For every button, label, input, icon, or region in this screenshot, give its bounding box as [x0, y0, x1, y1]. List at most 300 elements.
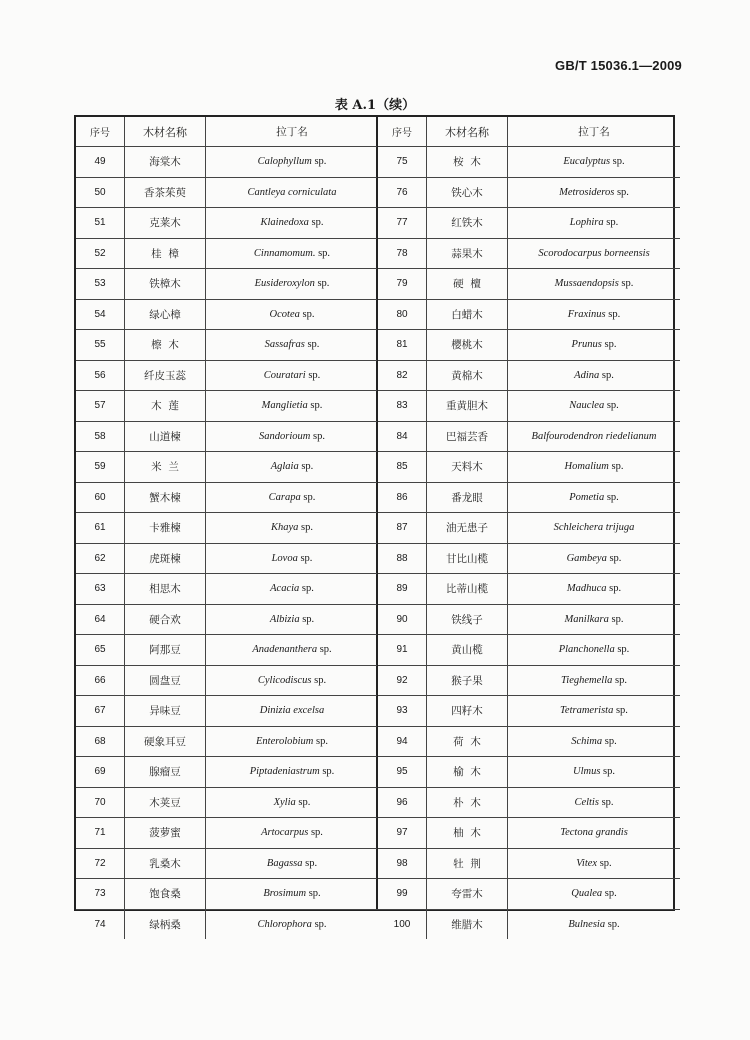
latin-name-cell: [206, 574, 379, 605]
wood-name: 榆 木: [427, 757, 508, 788]
wood-name: 海棠木: [125, 147, 206, 178]
table-right-half: [377, 117, 678, 931]
latin-name-cell: [206, 848, 379, 879]
latin-name: Vitex: [576, 857, 598, 869]
wood-name: 异味豆: [125, 696, 206, 727]
wood-name: 硬合欢: [125, 604, 206, 635]
species-abbrev: sp.: [611, 613, 624, 625]
table-row: [76, 208, 378, 239]
latin-name: Brosimum: [263, 888, 307, 900]
latin-name: Nauclea: [569, 400, 605, 412]
row-number: 94: [378, 726, 427, 757]
table-row: [378, 269, 680, 300]
table-row: [378, 330, 680, 361]
wood-name: 猴子果: [427, 665, 508, 696]
latin-name-cell: [206, 604, 379, 635]
latin-name-cell: [508, 757, 681, 788]
wood-name: 番龙眼: [427, 482, 508, 513]
species-abbrev: sp.: [607, 918, 620, 930]
table-row: [378, 208, 680, 239]
row-number: 52: [76, 238, 125, 269]
latin-name: Xylia: [273, 796, 296, 808]
row-number: 69: [76, 757, 125, 788]
latin-name: Scorodocarpus borneensis: [538, 247, 650, 259]
latin-name: Dinizia excelsa: [259, 705, 325, 717]
latin-name-cell: [508, 696, 681, 727]
row-number: 93: [378, 696, 427, 727]
wood-name: 甘比山榄: [427, 543, 508, 574]
latin-name-cell: [206, 757, 379, 788]
latin-name-cell: [508, 726, 681, 757]
latin-name-cell: [206, 513, 379, 544]
table-row: [378, 147, 680, 178]
table-row: [378, 818, 680, 849]
wood-name: 木 莲: [125, 391, 206, 422]
latin-name: Metrosideros: [559, 186, 615, 198]
species-abbrev: sp.: [310, 827, 323, 839]
species-abbrev: sp.: [617, 644, 630, 656]
row-number: 64: [76, 604, 125, 635]
wood-name: 相思木: [125, 574, 206, 605]
latin-name: Cinnamomum.: [253, 247, 316, 259]
wood-name: 夸雷木: [427, 879, 508, 910]
species-abbrev: sp.: [310, 400, 323, 412]
latin-name-cell: [508, 513, 681, 544]
table-row: [378, 909, 680, 939]
latin-name: Mussaendopsis: [554, 278, 619, 290]
latin-name-cell: [508, 330, 681, 361]
row-number: 86: [378, 482, 427, 513]
wood-name: 蒜果木: [427, 238, 508, 269]
latin-name-cell: [206, 147, 379, 178]
header-name: 木材名称: [427, 117, 508, 147]
table-row: [76, 574, 378, 605]
table-row: [76, 757, 378, 788]
table-row: [76, 543, 378, 574]
latin-name: Planchonella: [558, 644, 615, 656]
wood-name: 蟹木楝: [125, 482, 206, 513]
latin-name-cell: [206, 818, 379, 849]
table-row: [378, 757, 680, 788]
row-number: 71: [76, 818, 125, 849]
latin-name: Fraxinus: [567, 308, 606, 320]
latin-name: Gambeya: [566, 552, 607, 564]
latin-name: Adina: [574, 369, 600, 381]
table-row: [378, 726, 680, 757]
latin-name-cell: [508, 574, 681, 605]
latin-name: Madhuca: [566, 583, 607, 595]
table-row: [378, 360, 680, 391]
table-row: [378, 696, 680, 727]
latin-name: Eucalyptus: [563, 156, 611, 168]
latin-name: Klainedoxa: [260, 217, 309, 229]
latin-name: Tectona grandis: [560, 827, 628, 839]
species-abbrev: sp.: [300, 552, 313, 564]
species-abbrev: sp.: [317, 278, 330, 290]
species-abbrev: sp.: [606, 400, 619, 412]
latin-name: Eusideroxylon: [254, 278, 315, 290]
table-row: [378, 452, 680, 483]
table-row: [76, 299, 378, 330]
row-number: 63: [76, 574, 125, 605]
species-abbrev: sp.: [606, 491, 619, 503]
species-abbrev: sp.: [308, 369, 321, 381]
wood-name: 朴 木: [427, 787, 508, 818]
latin-name-cell: [206, 452, 379, 483]
latin-name-cell: [508, 665, 681, 696]
wood-name: 比蒂山榄: [427, 574, 508, 605]
wood-name: 重黄胆木: [427, 391, 508, 422]
table-row: [76, 848, 378, 879]
species-abbrev: sp.: [322, 766, 335, 778]
table-row: [76, 177, 378, 208]
latin-name: Anadenanthera: [252, 644, 318, 656]
latin-name-cell: [206, 360, 379, 391]
row-number: 53: [76, 269, 125, 300]
row-number: 87: [378, 513, 427, 544]
species-abbrev: sp.: [301, 522, 313, 534]
table-row: [378, 482, 680, 513]
species-abbrev: sp.: [604, 735, 617, 747]
wood-name: 天料木: [427, 452, 508, 483]
latin-name-cell: [508, 269, 681, 300]
latin-name-cell: [508, 879, 681, 910]
wood-name: 荷 木: [427, 726, 508, 757]
latin-name-cell: [206, 330, 379, 361]
wood-name: 绿心樟: [125, 299, 206, 330]
latin-name: Albizia: [269, 613, 300, 625]
row-number: 81: [378, 330, 427, 361]
latin-name: Sandorioum: [259, 430, 311, 442]
latin-name: Acacia: [270, 583, 300, 595]
row-number: 49: [76, 147, 125, 178]
latin-name-cell: [206, 482, 379, 513]
table-left: [76, 117, 378, 939]
latin-name-cell: [206, 787, 379, 818]
table-left-half: [76, 117, 377, 931]
wood-name: 阿那豆: [125, 635, 206, 666]
species-abbrev: sp.: [314, 156, 327, 168]
row-number: 89: [378, 574, 427, 605]
latin-name: Manglietia: [261, 400, 308, 412]
table-row: [378, 421, 680, 452]
row-number: 85: [378, 452, 427, 483]
species-abbrev: sp.: [301, 583, 314, 595]
row-number: 95: [378, 757, 427, 788]
wood-name: 桉 木: [427, 147, 508, 178]
wood-name: 硬 檀: [427, 269, 508, 300]
species-abbrev: sp.: [604, 888, 617, 900]
latin-name-cell: [206, 696, 379, 727]
species-abbrev: sp.: [616, 186, 629, 198]
latin-name-cell: [508, 818, 681, 849]
row-number: 84: [378, 421, 427, 452]
latin-name: Khaya: [270, 522, 299, 534]
latin-name-cell: [508, 452, 681, 483]
species-abbrev: sp.: [316, 735, 328, 747]
species-abbrev: sp.: [606, 217, 619, 229]
wood-name: 绿柄桑: [125, 909, 206, 939]
latin-name-cell: [508, 604, 681, 635]
row-number: 91: [378, 635, 427, 666]
species-abbrev: sp.: [311, 217, 324, 229]
table-row: [76, 330, 378, 361]
table-row: [76, 635, 378, 666]
latin-name: Lovoa: [271, 552, 298, 564]
header-latin: 拉丁名: [508, 117, 681, 147]
row-number: 65: [76, 635, 125, 666]
latin-name: Prunus: [571, 339, 602, 351]
wood-name: 红铁木: [427, 208, 508, 239]
species-abbrev: sp.: [614, 674, 627, 686]
species-abbrev: sp.: [601, 369, 614, 381]
species-abbrev: sp.: [305, 857, 318, 869]
wood-name: 维腊木: [427, 909, 508, 939]
row-number: 83: [378, 391, 427, 422]
latin-name-cell: [508, 543, 681, 574]
latin-name: Ulmus: [572, 766, 601, 778]
table-row: [76, 147, 378, 178]
wood-name: 木荚豆: [125, 787, 206, 818]
wood-name: 克莱木: [125, 208, 206, 239]
table-row: [378, 391, 680, 422]
latin-name-cell: [206, 635, 379, 666]
wood-name: 巴福芸香: [427, 421, 508, 452]
table-row: [76, 696, 378, 727]
table-row: [378, 848, 680, 879]
table-row: [378, 513, 680, 544]
latin-name: Calophyllum: [257, 156, 312, 168]
latin-name: Balfourodendron riedelianum: [531, 430, 657, 442]
latin-name-cell: [206, 909, 379, 939]
table-row: [378, 299, 680, 330]
latin-name: Celtis: [574, 796, 599, 808]
table-row: [76, 421, 378, 452]
species-abbrev: sp.: [308, 888, 321, 900]
row-number: 88: [378, 543, 427, 574]
latin-name-cell: [206, 879, 379, 910]
latin-name: Carapa: [268, 491, 301, 503]
latin-name-cell: [206, 543, 379, 574]
wood-name: 卡雅楝: [125, 513, 206, 544]
latin-name: Piptadeniastrum: [249, 766, 320, 778]
wood-name: 铁线子: [427, 604, 508, 635]
wood-name: 虎斑楝: [125, 543, 206, 574]
row-number: 82: [378, 360, 427, 391]
species-abbrev: sp.: [314, 918, 327, 930]
wood-name: 四籽木: [427, 696, 508, 727]
row-number: 100: [378, 909, 427, 939]
species-abbrev: sp.: [313, 430, 325, 442]
row-number: 59: [76, 452, 125, 483]
table-row: [76, 787, 378, 818]
wood-name: 香茶茱萸: [125, 177, 206, 208]
header-latin: 拉丁名: [206, 117, 379, 147]
latin-name: Cylicodiscus: [257, 674, 312, 686]
table-row: [76, 360, 378, 391]
table-row: [378, 604, 680, 635]
latin-name: Couratari: [263, 369, 306, 381]
latin-name-cell: [508, 147, 681, 178]
latin-name: Tieghemella: [561, 674, 613, 686]
wood-name: 檫 木: [125, 330, 206, 361]
latin-name-cell: [206, 238, 379, 269]
species-abbrev: sp.: [319, 644, 332, 656]
latin-name-cell: [508, 299, 681, 330]
row-number: 75: [378, 147, 427, 178]
latin-name-cell: [206, 421, 379, 452]
row-number: 51: [76, 208, 125, 239]
latin-name-cell: [206, 665, 379, 696]
latin-name: Sassafras: [264, 339, 305, 351]
latin-name-cell: [508, 177, 681, 208]
species-abbrev: sp.: [611, 461, 624, 473]
wood-name: 铁樟木: [125, 269, 206, 300]
wood-name: 黄棉木: [427, 360, 508, 391]
row-number: 73: [76, 879, 125, 910]
row-number: 62: [76, 543, 125, 574]
row-number: 90: [378, 604, 427, 635]
table-row: [76, 665, 378, 696]
table-left-body: [76, 147, 378, 940]
table-row: [76, 879, 378, 910]
latin-name-cell: [508, 208, 681, 239]
wood-name: 黄山榄: [427, 635, 508, 666]
row-number: 80: [378, 299, 427, 330]
latin-name-cell: [508, 238, 681, 269]
latin-name: Tetramerista: [560, 705, 614, 717]
row-number: 79: [378, 269, 427, 300]
species-abbrev: sp.: [307, 339, 320, 351]
species-abbrev: sp.: [615, 705, 628, 717]
latin-name: Homalium: [564, 461, 609, 473]
wood-name: 纤皮玉蕊: [125, 360, 206, 391]
species-abbrev: sp.: [302, 308, 315, 320]
standard-code: GB/T 15036.1—2009: [555, 58, 682, 73]
latin-name: Manilkara: [564, 613, 609, 625]
table-row: [76, 726, 378, 757]
table-row: [378, 574, 680, 605]
row-number: 99: [378, 879, 427, 910]
species-abbrev: sp.: [303, 491, 316, 503]
wood-name: 山道楝: [125, 421, 206, 452]
latin-name-cell: [508, 360, 681, 391]
latin-name: Bulnesia: [568, 918, 606, 930]
table-row: [76, 604, 378, 635]
table-row: [76, 391, 378, 422]
row-number: 72: [76, 848, 125, 879]
species-abbrev: sp.: [604, 339, 617, 351]
wood-name: 柚 木: [427, 818, 508, 849]
wood-name: 桂 樟: [125, 238, 206, 269]
wood-name: 白蜡木: [427, 299, 508, 330]
row-number: 92: [378, 665, 427, 696]
latin-name: Chlorophora: [257, 918, 312, 930]
latin-name: Bagassa: [266, 857, 303, 869]
row-number: 70: [76, 787, 125, 818]
table-header-row: [76, 117, 378, 147]
wood-name: 油无患子: [427, 513, 508, 544]
row-number: 54: [76, 299, 125, 330]
wood-name: 菠萝蜜: [125, 818, 206, 849]
latin-name: Lophira: [569, 217, 604, 229]
latin-name: Pometia: [569, 491, 605, 503]
latin-name: Ocotea: [269, 308, 300, 320]
table-row: [76, 513, 378, 544]
table-row: [378, 665, 680, 696]
row-number: 60: [76, 482, 125, 513]
wood-name: 饱食桑: [125, 879, 206, 910]
table-row: [76, 818, 378, 849]
wood-name: 铁心木: [427, 177, 508, 208]
wood-names-table: [74, 115, 675, 931]
latin-name: Aglaia: [270, 461, 299, 473]
table-title: 表 A.1（续）: [334, 98, 416, 113]
row-number: 96: [378, 787, 427, 818]
species-abbrev: sp.: [298, 796, 311, 808]
row-number: 78: [378, 238, 427, 269]
row-number: 97: [378, 818, 427, 849]
wood-name: 硬象耳豆: [125, 726, 206, 757]
row-number: 50: [76, 177, 125, 208]
species-abbrev: sp.: [621, 278, 634, 290]
latin-name-cell: [508, 635, 681, 666]
table-row: [378, 787, 680, 818]
latin-name: Schima: [571, 735, 603, 747]
latin-name-cell: [206, 177, 379, 208]
latin-name: Artocarpus: [261, 827, 309, 839]
latin-name: Schleichera trijuga: [553, 522, 635, 534]
table-row: [378, 635, 680, 666]
species-abbrev: sp.: [302, 613, 315, 625]
table-right: [378, 117, 680, 939]
row-number: 66: [76, 665, 125, 696]
row-number: 61: [76, 513, 125, 544]
table-row: [76, 269, 378, 300]
species-abbrev: sp.: [601, 796, 614, 808]
wood-name: 圆盘豆: [125, 665, 206, 696]
species-abbrev: sp.: [314, 674, 327, 686]
header-no: 序号: [76, 117, 125, 147]
row-number: 57: [76, 391, 125, 422]
latin-name-cell: [206, 269, 379, 300]
wood-name: 米 兰: [125, 452, 206, 483]
latin-name: Cantleya corniculata: [247, 186, 337, 198]
latin-name-cell: [508, 391, 681, 422]
latin-name-cell: [508, 848, 681, 879]
latin-name-cell: [508, 421, 681, 452]
table-row: [76, 238, 378, 269]
row-number: 56: [76, 360, 125, 391]
latin-name: Qualea: [571, 888, 603, 900]
wood-name: 牡 荆: [427, 848, 508, 879]
species-abbrev: sp.: [301, 461, 314, 473]
latin-name-cell: [508, 482, 681, 513]
table-row: [378, 238, 680, 269]
latin-name: Enterolobium: [256, 735, 314, 747]
species-abbrev: sp.: [609, 583, 622, 595]
latin-name-cell: [508, 909, 681, 939]
table-header-row: [378, 117, 680, 147]
row-number: 58: [76, 421, 125, 452]
species-abbrev: sp.: [599, 857, 612, 869]
species-abbrev: sp.: [603, 766, 615, 778]
row-number: 67: [76, 696, 125, 727]
row-number: 55: [76, 330, 125, 361]
latin-name-cell: [206, 726, 379, 757]
species-abbrev: sp.: [612, 156, 625, 168]
table-row: [378, 543, 680, 574]
